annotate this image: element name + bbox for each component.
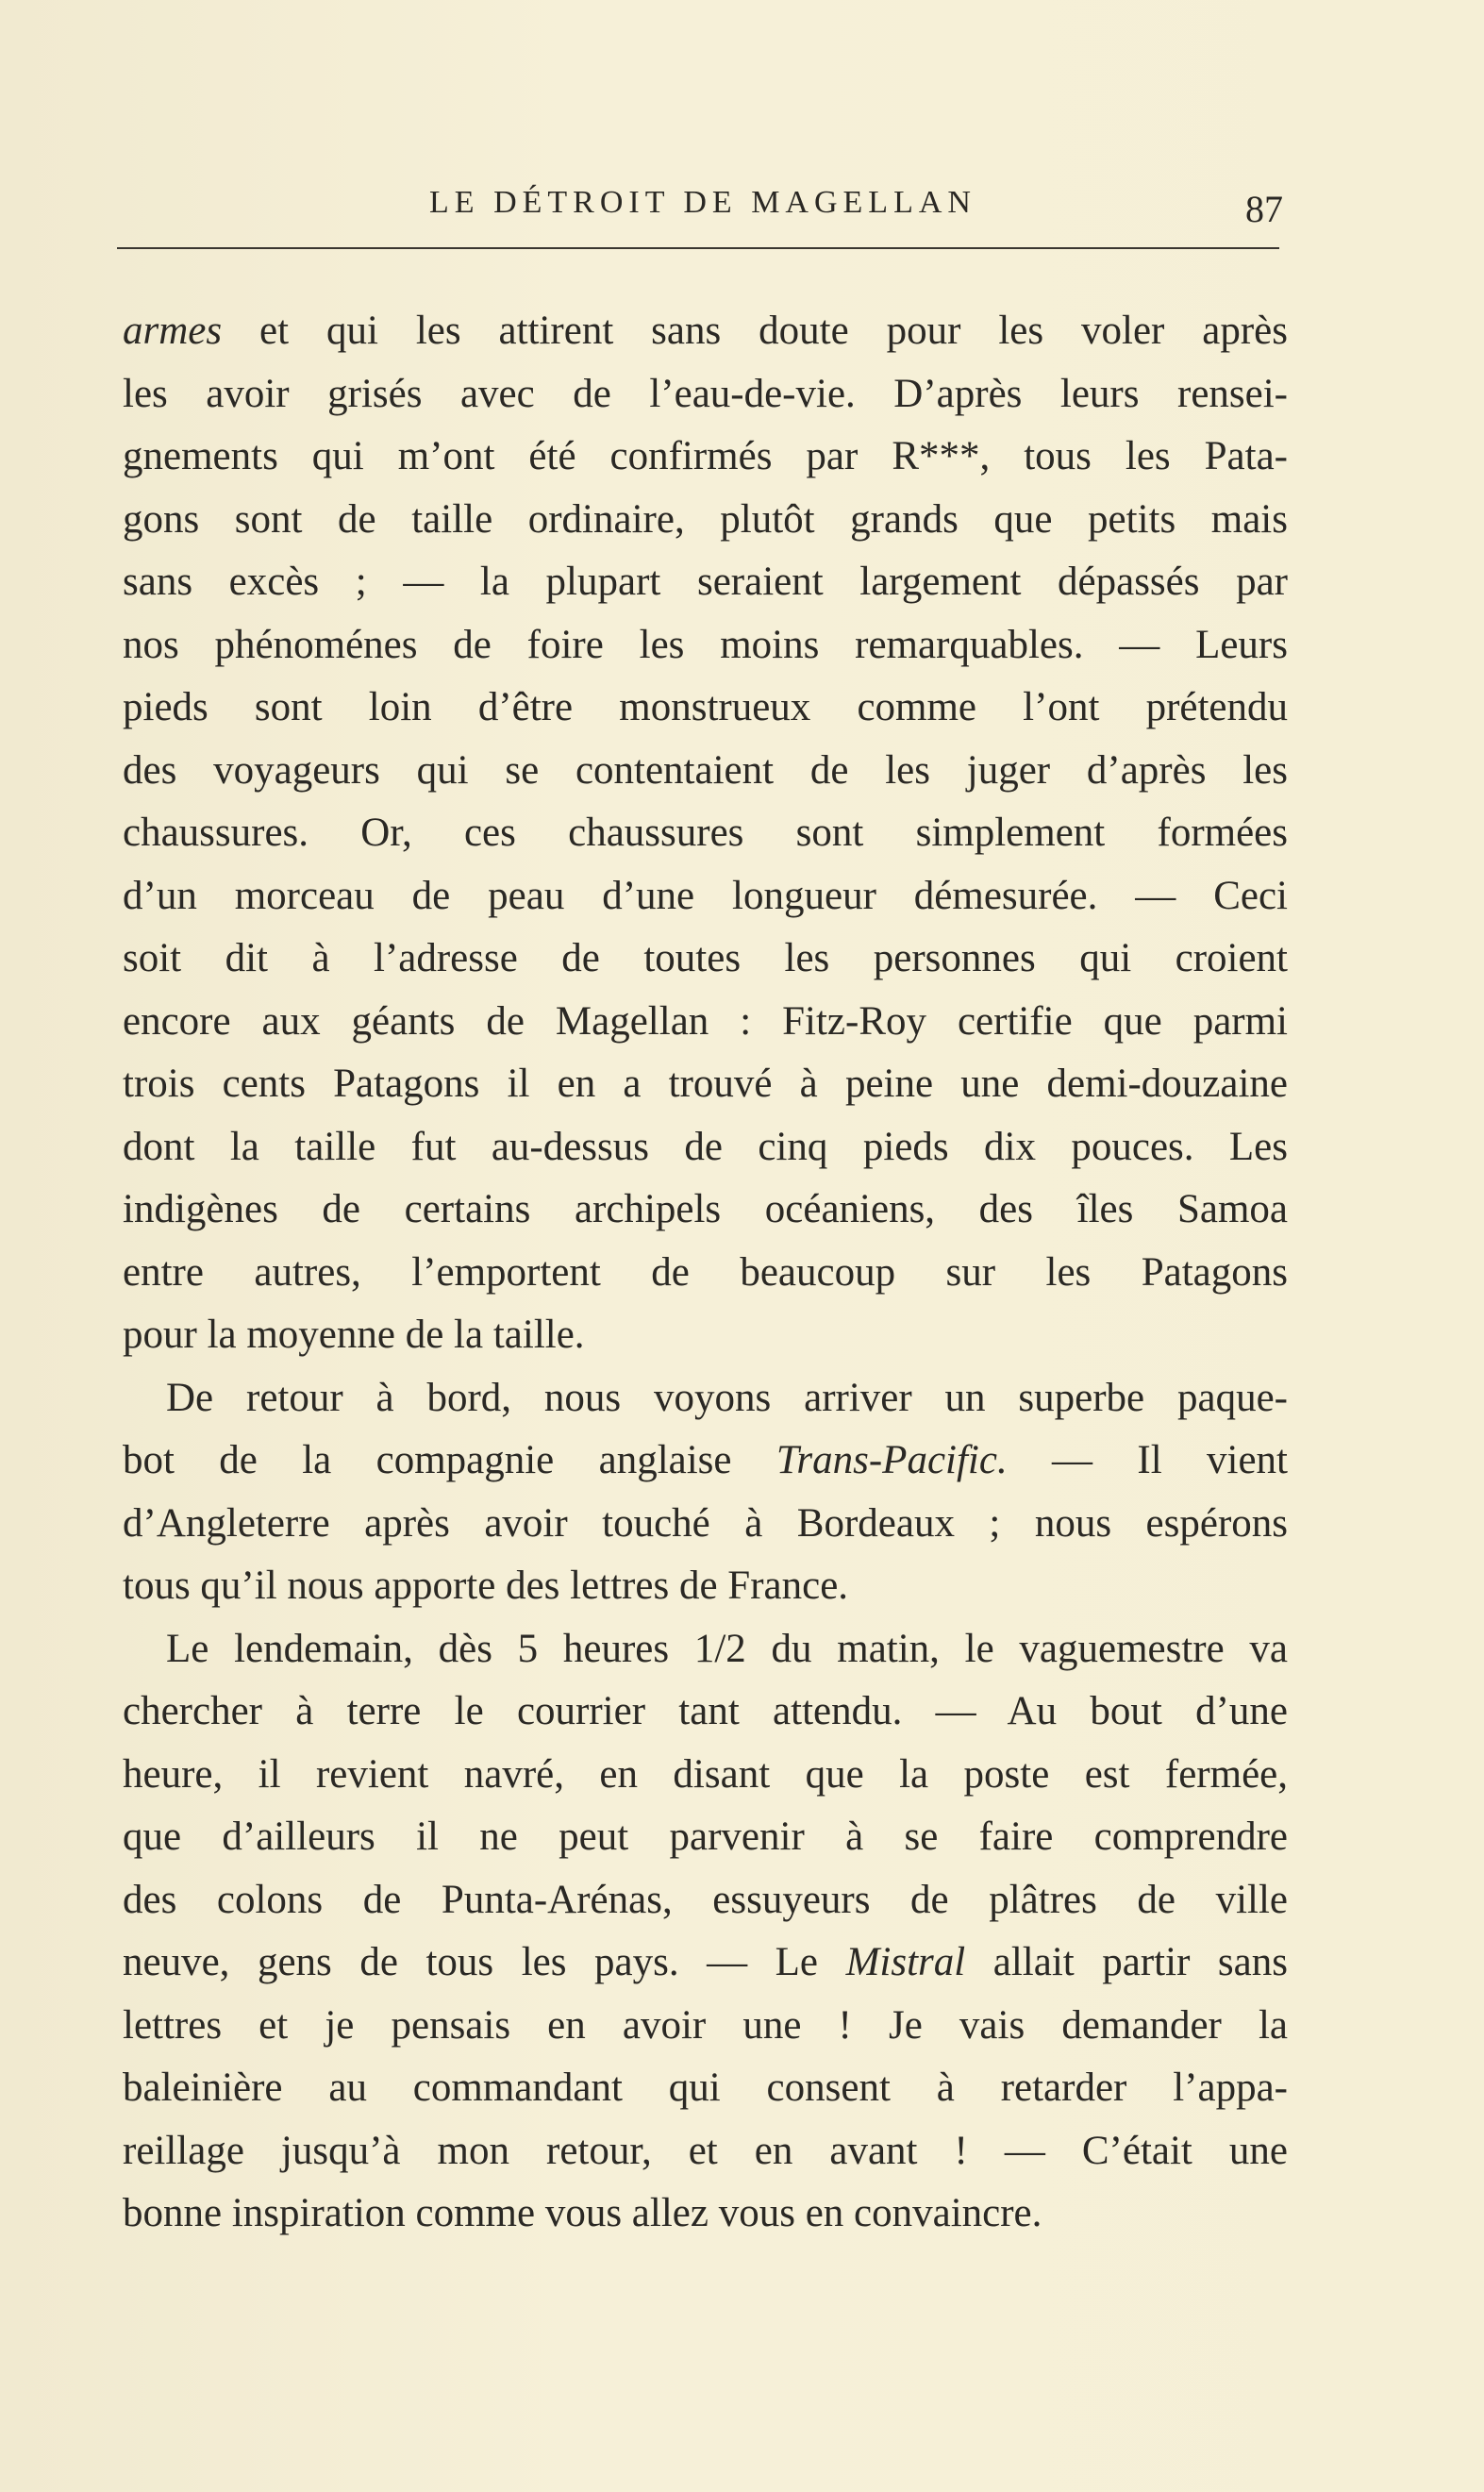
line-text: baleinière au commandant qui consent à retarder l’appa- xyxy=(123,2066,1288,2110)
text-line xyxy=(123,928,1288,991)
text-line xyxy=(123,1618,1288,1681)
text-line xyxy=(123,300,1288,363)
body-text xyxy=(123,300,1288,2246)
line-text: allait partir sans xyxy=(965,1940,1288,1984)
text-line xyxy=(123,1555,1288,1618)
line-text: d’Angleterre après avoir touché à Bordeaux ; nous espérons xyxy=(123,1500,1288,1546)
text-line xyxy=(123,1053,1288,1116)
text-line xyxy=(123,2183,1288,2246)
text-line xyxy=(123,1493,1288,1556)
text-line xyxy=(123,1116,1288,1179)
header-rule xyxy=(117,247,1279,249)
text-line xyxy=(123,1869,1288,1932)
line-text: — Il vient xyxy=(1007,1438,1288,1482)
page-number: 87 xyxy=(1245,188,1283,230)
line-text: reillage jusqu’à mon retour, et en avant ! — C’était une xyxy=(123,2128,1288,2173)
text-line xyxy=(123,2057,1288,2120)
line-text: et qui les attirent sans doute pour les voler après xyxy=(222,309,1288,353)
line-text: entre autres, l’emportent de beaucoup sur les Patagons xyxy=(123,1249,1288,1295)
running-title: LE DÉTROIT DE MAGELLAN xyxy=(429,185,976,220)
line-text: Le lendemain, dès 5 heures 1/2 du matin, le vaguemestre va xyxy=(166,1626,1288,1671)
line-text: pour la moyenne de la taille. xyxy=(123,1313,585,1357)
text-line xyxy=(123,1242,1288,1305)
line-text: De retour à bord, nous voyons arriver un superbe paque- xyxy=(166,1375,1288,1420)
italic-text: Trans-Pacific. xyxy=(775,1438,1008,1482)
line-text: chaussures. Or, ces chaussures sont simplement formées xyxy=(123,811,1288,855)
line-text: heure, il revient navré, en disant que la poste est fermée, xyxy=(123,1751,1288,1797)
text-line xyxy=(123,1304,1288,1367)
line-text: gnements qui m’ont été confirmés par R***, tous les Pata- xyxy=(123,434,1288,478)
line-text: bonne inspiration comme vous allez vous en convaincre. xyxy=(123,2191,1042,2235)
line-text: des colons de Punta-Arénas, essuyeurs de plâtres de ville xyxy=(123,1877,1288,1922)
line-text: les avoir grisés avec de l’eau-de-vie. D’après leurs rensei- xyxy=(123,371,1288,416)
text-line xyxy=(123,991,1288,1054)
page-header xyxy=(123,185,1283,242)
text-line xyxy=(123,426,1288,489)
text-line xyxy=(123,489,1288,552)
line-text: soit dit à l’adresse de toutes les personnes qui croient xyxy=(123,936,1288,980)
text-line xyxy=(123,1367,1288,1430)
line-text: neuve, gens de tous les pays. — Le xyxy=(123,1940,846,1984)
text-line xyxy=(123,1681,1288,1744)
text-line xyxy=(123,614,1288,677)
text-line xyxy=(123,802,1288,865)
line-text: des voyageurs qui se contentaient de les juger d’après les xyxy=(123,747,1288,793)
line-text: dont la taille fut au-dessus de cinq pieds dix pouces. Les xyxy=(123,1124,1288,1169)
italic-text: Mistral xyxy=(845,1940,966,1984)
text-line xyxy=(123,740,1288,803)
text-line xyxy=(123,1430,1288,1493)
line-text: trois cents Patagons il en a trouvé à peine une demi-douzaine xyxy=(123,1062,1288,1106)
text-line xyxy=(123,1932,1288,1995)
text-line xyxy=(123,1806,1288,1869)
text-line xyxy=(123,1179,1288,1242)
text-line xyxy=(123,677,1288,740)
line-text: bot de la compagnie anglaise xyxy=(123,1438,776,1482)
line-text: que d’ailleurs il ne peut parvenir à se faire comprendre xyxy=(123,1815,1288,1859)
line-text: pieds sont loin d’être monstrueux comme l’ont prétendu xyxy=(123,685,1288,729)
italic-text: armes xyxy=(123,309,223,353)
text-line xyxy=(123,1744,1288,1807)
line-text: lettres et je pensais en avoir une ! Je vais demander la xyxy=(123,2002,1288,2048)
line-text: chercher à terre le courrier tant attendu. — Au bout d’une xyxy=(123,1689,1288,1733)
text-line xyxy=(123,2120,1288,2183)
line-text: indigènes de certains archipels océaniens, des îles Samoa xyxy=(123,1187,1288,1231)
line-text: encore aux géants de Magellan : Fitz-Roy certifie que parmi xyxy=(123,998,1288,1044)
line-text: d’un morceau de peau d’une longueur démesurée. — Ceci xyxy=(123,873,1288,918)
line-text: gons sont de taille ordinaire, plutôt grands que petits mais xyxy=(123,496,1288,542)
line-text: sans excès ; — la plupart seraient largement dépassés par xyxy=(123,560,1288,604)
text-line xyxy=(123,363,1288,426)
text-line xyxy=(123,865,1288,928)
line-text: nos phénoménes de foire les moins remarquables. — Leurs xyxy=(123,622,1288,667)
line-text: tous qu’il nous apporte des lettres de France. xyxy=(123,1564,849,1608)
text-line xyxy=(123,551,1288,614)
text-line xyxy=(123,1995,1288,2058)
